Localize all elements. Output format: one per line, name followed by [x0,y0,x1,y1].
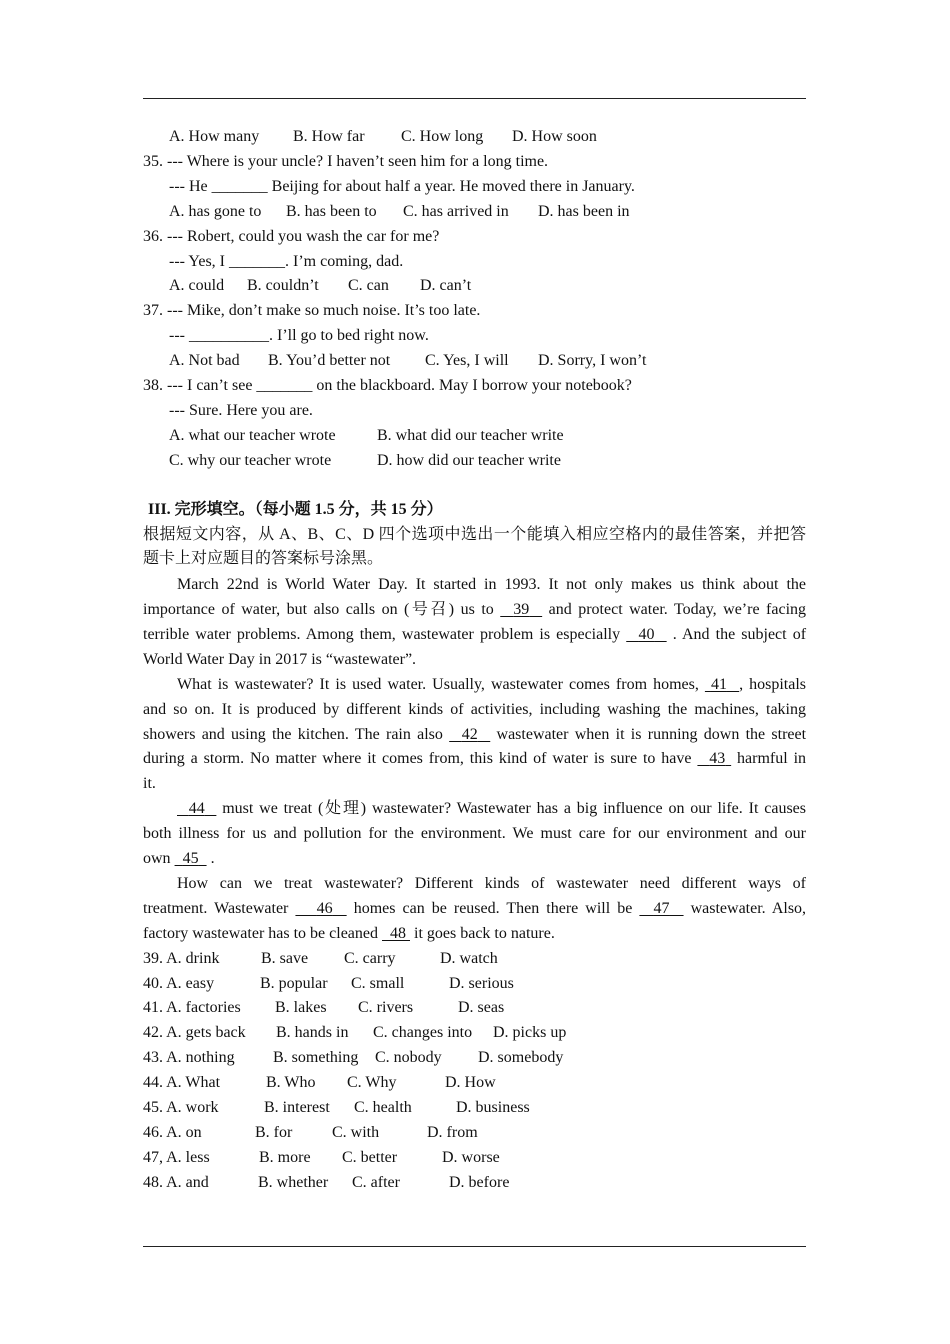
q39-option-d: D. watch [440,950,498,967]
q40-option-b: B. popular [260,975,328,992]
p1-line4: World Water Day in 2017 is “wastewater”. [143,651,417,668]
p4-line3: factory wastewater has to be cleaned 48 it goes back to nature. [143,925,555,942]
q35-option-a: A. has gone to [169,203,262,220]
p3-line2: both illness for us and pollution for the environment. We must care for our environment and our [143,825,806,842]
q44-option-b: B. Who [266,1074,316,1091]
q43-option-d: D. somebody [478,1049,564,1066]
section-heading: III. 完形填空。（每小题 1.5 分，共 15 分） [148,501,443,518]
q36-question: 36. --- Robert, could you wash the car for me? [143,228,440,245]
q40-option-c: C. small [351,975,405,992]
p1-line3: terrible water problems. Among them, wastewater problem is especially 40 . And the subject of [143,626,807,643]
blank-39: 39 [513,601,530,618]
q37-option-d: D. Sorry, I won’t [538,352,647,369]
q45-option-c: C. health [354,1099,412,1116]
p4-line1: How can we treat wastewater? Different kinds of wastewater need different ways of [177,875,806,892]
q38-reply: --- Sure. Here you are. [169,402,313,419]
q38-question: 38. --- I can’t see _______ on the blackboard. May I borrow your notebook? [143,377,632,394]
q36-option-d: D. can’t [420,277,472,294]
q44-option-a: 44. A. What [143,1074,221,1091]
q36-reply: --- Yes, I _______. I’m coming, dad. [169,253,404,270]
q39-option-a: 39. A. drink [143,950,220,967]
blank-40: 40 [638,626,655,643]
q45-option-b: B. interest [264,1099,330,1116]
footer-rule [143,1246,806,1247]
q34-option-b: B. How far [293,128,365,145]
section-instructions-line1: 根据短文内容，从 A、B、C、D 四个选项中选出一个能填入相应空格内的最佳答案，并把答 [143,526,806,543]
q40-option-a: 40. A. easy [143,975,215,992]
q34-option-c: C. How long [401,128,484,145]
q43-option-c: C. nobody [375,1049,442,1066]
p2-line2: and so on. It is produced by different kinds of activities, including washing the machines, taking [143,701,806,718]
section-instructions-line2: 题卡上对应题目的答案标号涂黑。 [143,550,384,567]
q37-option-a: A. Not bad [169,352,240,369]
q43-option-b: B. something [273,1049,359,1066]
q40-option-d: D. serious [449,975,514,992]
q45-option-a: 45. A. work [143,1099,219,1116]
q48-option-d: D. before [449,1174,510,1191]
q47-option-b: B. more [259,1149,311,1166]
q47-option-c: C. better [342,1149,398,1166]
header-rule [143,98,806,99]
q44-option-d: D. How [445,1074,496,1091]
q35-option-d: D. has been in [538,203,630,220]
q38-option-c: C. why our teacher wrote [169,452,332,469]
q35-question: 35. --- Where is your uncle? I haven’t seen him for a long time. [143,153,549,170]
q38-option-a: A. what our teacher wrote [169,427,336,444]
q41-option-c: C. rivers [358,999,414,1016]
q47-option-d: D. worse [442,1149,500,1166]
blank-42: 42 [461,726,478,743]
q36-option-c: C. can [348,277,389,294]
q39-option-b: B. save [261,950,309,967]
q37-option-b: B. You’d better not [268,352,391,369]
blank-46: 46 [316,900,333,917]
q46-option-b: B. for [255,1124,293,1141]
q47-option-a: 47, A. less [143,1149,210,1166]
q34-option-a: A. How many [169,128,260,145]
p2-line4: during a storm. No matter where it comes from, this kind of water is sure to have 43 harmful in [143,750,807,767]
q41-option-a: 41. A. factories [143,999,241,1016]
q37-option-c: C. Yes, I will [425,352,509,369]
p4-line2: treatment. Wastewater 46 homes can be reused. Then there will be 47 wastewater. Also, [143,900,807,917]
q48-option-c: C. after [352,1174,400,1191]
q45-option-d: D. business [456,1099,530,1116]
p3-line1: 44 must we treat (处理) wastewater? Wastewater has a big influence on our life. It causes [188,800,806,817]
q34-option-d: D. How soon [512,128,597,145]
p3-line3: own 45 . [143,850,215,867]
blank-43: 43 [709,750,726,767]
q43-option-a: 43. A. nothing [143,1049,235,1066]
q48-option-a: 48. A. and [143,1174,209,1191]
blank-48: 48 [390,925,406,942]
q44-option-c: C. Why [347,1074,397,1091]
p2-line1: What is wastewater? It is used water. Usually, wastewater comes from homes, 41 , hospitals [177,676,807,693]
blank-41: 41 [710,676,727,693]
p1-line2: importance of water, but also calls on (号召) us to 39 and protect water. Today, we’re facing [143,601,807,618]
q37-question: 37. --- Mike, don’t make so much noise. It’s too late. [143,302,481,319]
q42-option-d: D. picks up [493,1024,567,1041]
q42-option-c: C. changes into [373,1024,473,1041]
p2-line5: it. [143,775,156,792]
q46-option-a: 46. A. on [143,1124,202,1141]
q38-option-b: B. what did our teacher write [377,427,564,444]
q48-option-b: B. whether [258,1174,329,1191]
q35-reply: --- He _______ Beijing for about half a year. He moved there in January. [169,178,635,195]
q35-option-c: C. has arrived in [403,203,509,220]
q42-option-b: B. hands in [276,1024,349,1041]
p1-line1: March 22nd is World Water Day. It started in 1993. It not only makes us think about the [177,576,806,593]
q42-option-a: 42. A. gets back [143,1024,246,1041]
q36-option-b: B. couldn’t [247,277,319,294]
q38-option-d: D. how did our teacher write [377,452,561,469]
blank-45: 45 [182,850,199,867]
p2-line3: showers and using the kitchen. The rain also 42 wastewater when it is running down the street [143,726,807,743]
q39-option-c: C. carry [344,950,396,967]
q46-option-d: D. from [427,1124,478,1141]
q46-option-c: C. with [332,1124,380,1141]
blank-47: 47 [653,900,670,917]
blank-44: 44 [188,800,205,817]
q41-option-b: B. lakes [275,999,327,1016]
q36-option-a: A. could [169,277,225,294]
q41-option-d: D. seas [458,999,505,1016]
q35-option-b: B. has been to [286,203,377,220]
q37-reply: --- __________. I’ll go to bed right now. [169,327,429,344]
